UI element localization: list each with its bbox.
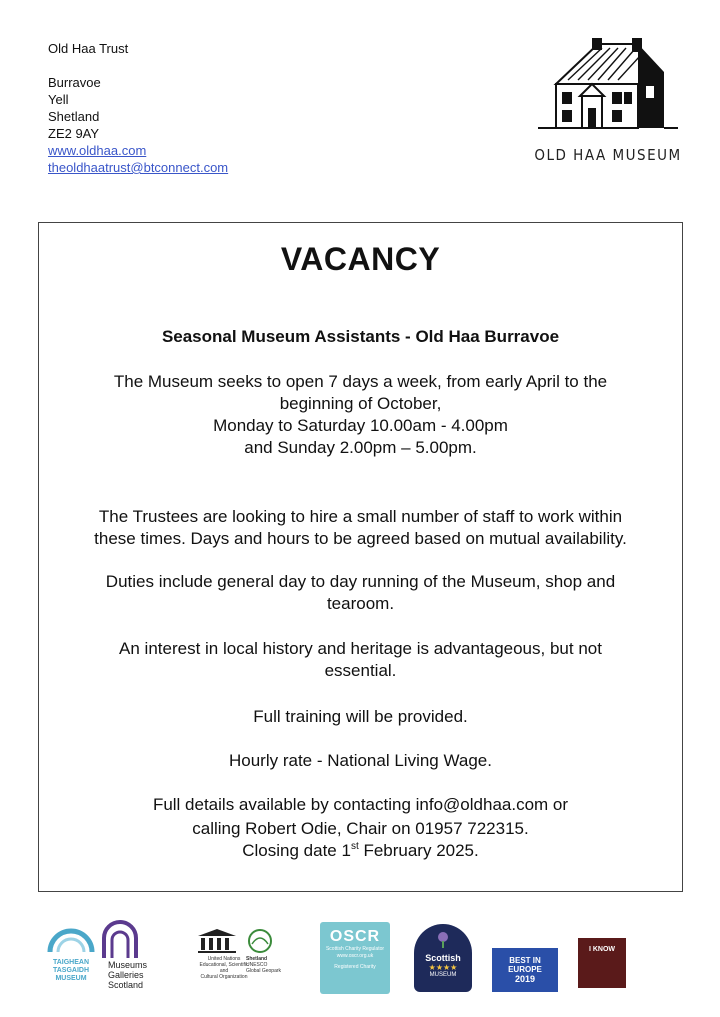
mgs-line-1: Museums bbox=[108, 960, 148, 970]
shetland-caption-1: Shetland bbox=[246, 956, 268, 962]
geopark-icon bbox=[246, 928, 274, 954]
mgs-arches-icon bbox=[100, 920, 140, 960]
best-line-2: 2019 bbox=[514, 974, 536, 984]
museum-building-icon bbox=[538, 36, 678, 136]
trustees-line-2: these times. Days and hours to be agreed based on mutual availability. bbox=[94, 529, 627, 548]
mgs-logo bbox=[100, 920, 164, 990]
closing-ordinal: st bbox=[350, 841, 359, 852]
mgs-line-3: Scotland bbox=[108, 980, 144, 990]
unesco-caption-2: Educational, Scientific and bbox=[199, 962, 249, 974]
unesco-caption-1: United Nations bbox=[207, 956, 241, 962]
visitscotland-stars: ★★★★ bbox=[428, 963, 458, 972]
interest-line-2: essential. bbox=[324, 661, 397, 680]
tasgaidh-line-3: MUSEUM bbox=[55, 975, 87, 982]
iknow-line-1: I KNOW bbox=[588, 946, 616, 953]
visitscotland-logo bbox=[414, 924, 472, 992]
unesco-caption-3: Cultural Organization bbox=[200, 974, 248, 980]
shetland-caption-2: UNESCO bbox=[246, 962, 268, 968]
org-name: Old Haa Trust bbox=[48, 41, 129, 56]
oscr-line-1: Scottish Charity Regulator bbox=[325, 946, 385, 952]
closing-suffix: February 2025. bbox=[358, 841, 479, 860]
best-in-europe-logo bbox=[492, 948, 558, 992]
trustees-line-1: The Trustees are looking to hire a small number of staff to work within bbox=[98, 507, 623, 526]
interest-line-1: An interest in local history and heritage is advantageous, but not bbox=[119, 639, 602, 658]
training-text: Full training will be provided. bbox=[253, 707, 468, 726]
vacancy-notice bbox=[38, 222, 683, 892]
address-postcode: ZE2 9AY bbox=[48, 126, 100, 141]
address-line-1: Burravoe bbox=[48, 75, 101, 90]
oscr-line-2: www.oscr.org.uk bbox=[336, 953, 374, 959]
website-link[interactable]: www.oldhaa.com bbox=[48, 143, 147, 158]
address-line-3: Shetland bbox=[48, 109, 100, 124]
duties-line-2: tearoom. bbox=[326, 594, 395, 613]
old-haa-museum-logo bbox=[528, 36, 688, 166]
tasgaidh-logo bbox=[46, 924, 96, 994]
oscr-title: OSCR bbox=[329, 928, 381, 945]
oscr-line-3: Registered Charity bbox=[334, 964, 376, 970]
address-block bbox=[48, 40, 228, 176]
mgs-line-2: Galleries bbox=[108, 970, 144, 980]
logo-text: OLD HAA MUSEUM bbox=[534, 146, 682, 164]
partner-logos bbox=[0, 920, 720, 1000]
best-line-1: BEST IN EUROPE bbox=[508, 956, 542, 974]
tasgaidh-line-2: TASGAIDH bbox=[52, 967, 90, 974]
intro-line-4: and Sunday 2.00pm – 5.00pm. bbox=[244, 438, 477, 457]
rate-text: Hourly rate - National Living Wage. bbox=[229, 751, 492, 770]
visitscotland-line-1: Scottish bbox=[425, 953, 461, 963]
closing-date bbox=[39, 841, 682, 861]
closing-prefix: Closing date 1 bbox=[242, 841, 351, 860]
arch-icon bbox=[46, 924, 96, 954]
details-line-2: calling Robert Odie, Chair on 01957 722315. bbox=[192, 819, 529, 838]
vacancy-subtitle: Seasonal Museum Assistants - Old Haa Burravoe bbox=[161, 327, 560, 346]
iknow-logo bbox=[578, 938, 626, 988]
visitscotland-line-2: MUSEUM bbox=[429, 972, 457, 978]
unesco-temple-icon bbox=[196, 928, 238, 954]
details-line-1: Full details available by contacting info@oldhaa.com or bbox=[152, 795, 569, 814]
email-link[interactable]: theoldhaatrust@btconnect.com bbox=[48, 160, 229, 175]
vacancy-heading: VACANCY bbox=[280, 241, 441, 277]
oscr-logo bbox=[320, 922, 390, 994]
shetland-caption-3: Global Geopark bbox=[246, 968, 282, 974]
address-line-2: Yell bbox=[48, 92, 69, 107]
thistle-icon bbox=[433, 930, 453, 948]
duties-line-1: Duties include general day to day running of the Museum, shop and bbox=[105, 572, 616, 591]
intro-line-2: beginning of October, bbox=[279, 394, 442, 413]
intro-line-1: The Museum seeks to open 7 days a week, from early April to the bbox=[113, 372, 608, 391]
unesco-logo bbox=[196, 928, 296, 992]
intro-line-3: Monday to Saturday 10.00am - 4.00pm bbox=[213, 416, 508, 435]
tasgaidh-line-1: TAIGHEAN bbox=[52, 959, 90, 966]
